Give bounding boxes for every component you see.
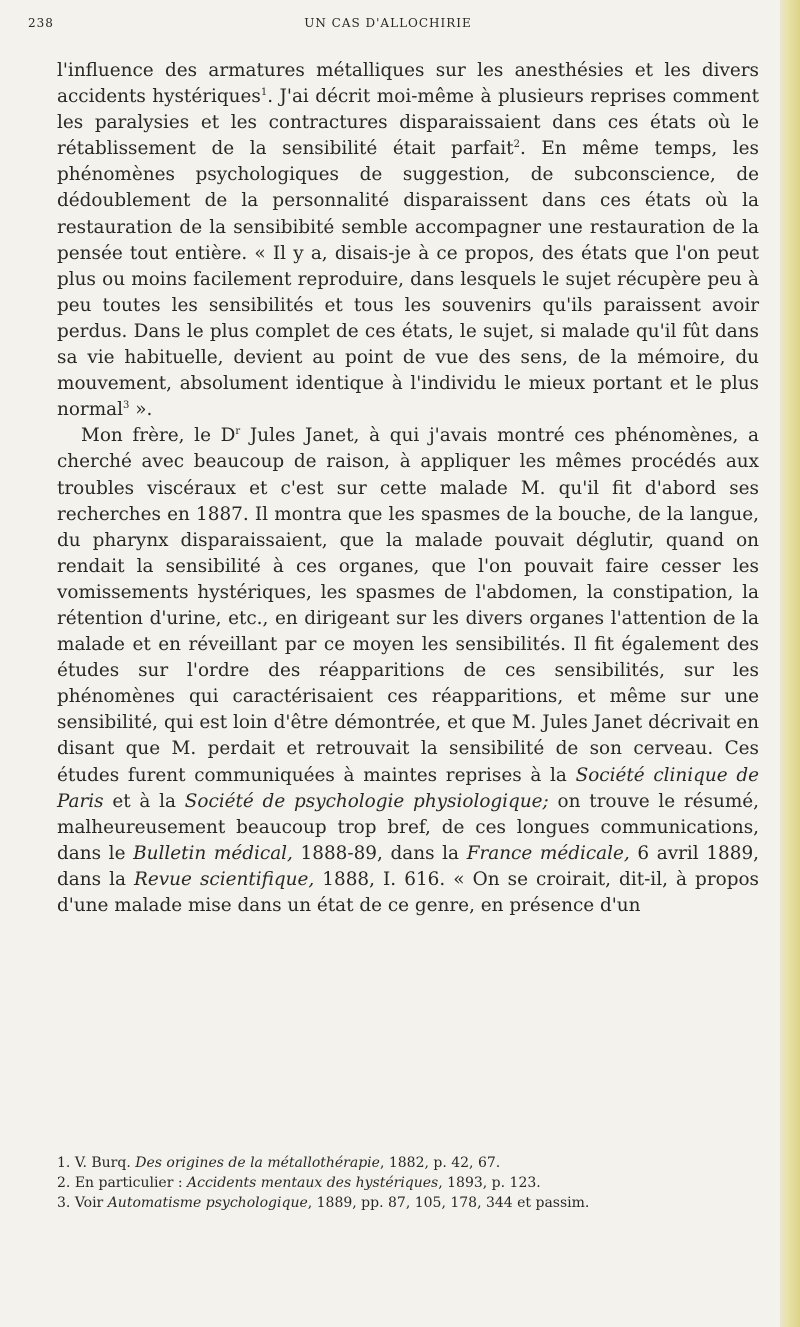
footnote-1: 1. V. Burq. Des origines de la métallothérapie, 1882, p. 42, 67. — [57, 1155, 501, 1171]
page-header — [28, 16, 768, 38]
running-head: UN CAS D'ALLOCHIRIE — [304, 16, 472, 30]
doctor-abbrev-sup: r — [235, 426, 241, 438]
footnote-3: 3. Voir Automatisme psychologique, 1889, pp. 87, 105, 178, 344 et passim. — [57, 1195, 590, 1211]
footnote-ref-1[interactable]: 1 — [260, 86, 268, 98]
italic-bulletin-medical: Bulletin médical, — [133, 842, 293, 864]
footnote-ref-2[interactable]: 2 — [513, 139, 520, 151]
body-text — [57, 58, 759, 919]
paragraph-2: Mon frère, le $D^r$ Jules Janet, à qui j'avais montré ces phénomènes, a cherché avec beaucoup de raison, à appliquer les mêmes procédés aux troubles viscéraux et c'est sur cette malade M. qu'il fit d'abord ses recherches en 1887. Il montra que les spasmes de la bouche, de la langue, du pharynx disparaissaient, que la malade pouvait déglutir, quand on rendait la sensibilité à ces organes, que l'on pouvait faire cesser les vomissements hystériques, les spasmes de l'abdomen, la constipation, la rétention d'urine, etc., en dirigeant sur les divers organes l'attention de la malade et en réveillant par ce moyen les sensibilités. Il fit également des études sur l'ordre des réapparitions de ces sensibilités, sur les phénomènes qui caractérisaient ces réapparitions, et même sur une sensibilité, qui est loin d'être démontrée, et que M. Jules Janet décrivait en disant que M. perdait et retrouvait la sensibilité de son cerveau. Ces études furent communiquées à maintes reprises à la Société clinique de Paris et à la Société de psychologie physiologique; on trouve le résumé, malheureusement beaucoup trop bref, de ces longues communications, dans le Bulletin médical, 1888-89, dans la France médicale, 6 avril 1889, dans la Revue scientifique, 1888, I. 616. « On se croirait, dit-il, à propos d'une malade mise dans un état de ce genre, en présence d'un — [57, 425, 760, 916]
italic-revue-scientifique: Revue scientifique, — [134, 868, 315, 890]
paragraph-1: l'influence des armatures métalliques sur les anesthésies et les divers accidents hystériques$^1$. J'ai décrit moi-même à plusieurs reprises comment les paralysies et les contractures disparaissaient dans ces états où le rétablissement de la sensibilité était parfait$^2$. En même temps, les phénomènes psychologiques de suggestion, de subconscience, de dédoublement de la personnalité disparaissent dans ces états où la restauration de la sensibibité semble accompagner une restauration de la pensée tout entière. « Il y a, disais-je à ce propos, des états que l'on peut plus ou moins facilement reproduire, dans lesquels le sujet récupère peu à peu toutes les sensibilités et tous les souvenirs qu'ils paraissent avoir perdus. Dans le plus complet de ces états, le sujet, si malade qu'il fût dans sa vie habituelle, devient au point de vue des sens, de la mémoire, du mouvement, absolument identique à l'individu le mieux portant et le plus normal$^3$ ». — [57, 60, 759, 421]
italic-france-medicale: France médicale, — [466, 842, 630, 864]
page-edge — [780, 0, 800, 1327]
italic-society-clinique: Société clinique de Paris — [57, 764, 759, 812]
footnotes — [57, 1153, 759, 1213]
italic-society-psychologie: Société de psychologie physiologique; — [184, 790, 549, 812]
footnote-ref-3[interactable]: 3 — [123, 400, 130, 412]
page-number: 238 — [28, 16, 54, 30]
footnote-2: 2. En particulier : Accidents mentaux des hystériques, 1893, p. 123. — [57, 1175, 541, 1191]
